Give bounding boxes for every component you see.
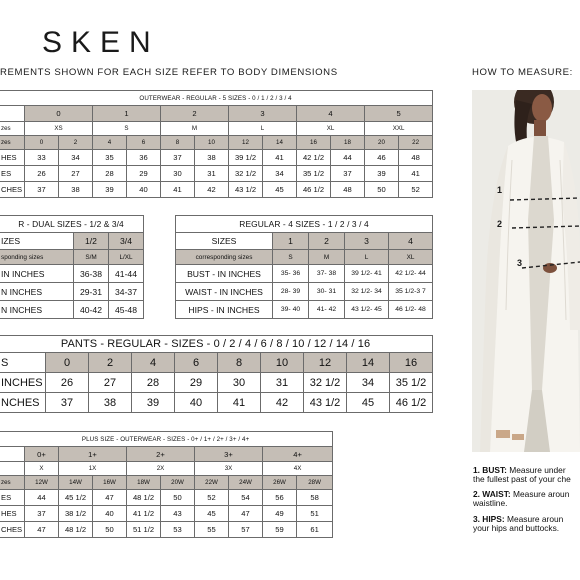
table-cell: 47 <box>229 506 263 522</box>
table-cell: 46 <box>365 150 399 166</box>
numeric-size: 4 <box>93 136 127 150</box>
table-cell: 38 <box>59 182 93 198</box>
row-label: zes <box>0 122 25 136</box>
table-cell: 39 <box>365 166 399 182</box>
numeric-size: 10 <box>195 136 229 150</box>
regular-4-sizes-table <box>175 215 433 319</box>
table-cell: 30 <box>218 373 261 393</box>
how-to-measure-title: HOW TO MEASURE: <box>472 67 573 78</box>
table-cell: 29 <box>127 166 161 182</box>
numeric-size: 8 <box>161 136 195 150</box>
numeric-size: 24W <box>229 476 263 490</box>
table-cell: 34 <box>59 150 93 166</box>
table-cell: 34 <box>347 373 390 393</box>
table-cell: 43 1/2 <box>304 393 347 413</box>
table-title: REGULAR - 4 SIZES - 1 / 2 / 3 / 4 <box>176 216 433 233</box>
row-label: HIPS - IN INCHES <box>176 301 273 319</box>
table-cell: 38 <box>195 150 229 166</box>
table-cell: 28- 39 <box>273 283 309 301</box>
table-cell: 39 <box>93 182 127 198</box>
table-cell: 39 1/2 <box>229 150 263 166</box>
numeric-size: 28W <box>297 476 333 490</box>
table-cell: 44 <box>331 150 365 166</box>
table-cell: 54 <box>229 490 263 506</box>
table-cell: 40 <box>175 393 218 413</box>
table-cell: 35 1/2 <box>297 166 331 182</box>
table-cell: 37 <box>331 166 365 182</box>
table-cell: 53 <box>161 522 195 538</box>
bust-instruction <box>473 466 571 485</box>
brand-logo: SKEN <box>42 26 160 59</box>
table-cell: 48 <box>331 182 365 198</box>
size-header: 4 <box>389 233 433 250</box>
table-cell: 38 <box>89 393 132 413</box>
table-title: PLUS SIZE - OUTERWEAR - SIZES - 0+ / 1+ / 2+ / 3+ / 4+ <box>0 432 333 447</box>
table-cell: 61 <box>297 522 333 538</box>
table-cell: 32 1/2 <box>304 373 347 393</box>
table-cell: 41 <box>263 150 297 166</box>
numeric-size: 6 <box>127 136 161 150</box>
table-cell: 31 <box>195 166 229 182</box>
table-cell: 30- 31 <box>309 283 345 301</box>
size-header: 0+ <box>25 447 59 462</box>
numeric-size: 16 <box>297 136 331 150</box>
numeric-size: 2 <box>59 136 93 150</box>
numeric-size: 16W <box>93 476 127 490</box>
table-cell: 34 <box>263 166 297 182</box>
model-photo <box>472 90 580 452</box>
row-label: NCHES <box>0 393 46 413</box>
size-header: 5 <box>365 106 433 122</box>
waist-text-2: waistline. <box>473 498 508 509</box>
numeric-size: 20 <box>365 136 399 150</box>
table-cell: 50 <box>161 490 195 506</box>
numeric-size: 12 <box>229 136 263 150</box>
size-header: 1+ <box>59 447 127 462</box>
row-label: HES <box>0 150 25 166</box>
row-label: zes <box>0 136 25 150</box>
size-header: 1 <box>93 106 161 122</box>
table-cell: 35 1/2 <box>390 373 433 393</box>
size-header: 14 <box>347 353 390 373</box>
table-cell: 31 <box>261 373 304 393</box>
table-cell: 43 <box>161 506 195 522</box>
corresponding-size: L <box>345 250 389 265</box>
table-cell: 47 <box>93 490 127 506</box>
size-header: 3/4 <box>109 233 144 250</box>
table-cell: 41- 42 <box>309 301 345 319</box>
table-cell: 48 1/2 <box>59 522 93 538</box>
waist-label: 2. WAIST: <box>473 489 511 499</box>
corresponding-size: S/M <box>74 250 109 265</box>
table-cell: 45 <box>347 393 390 413</box>
corresponding-size: XL <box>297 122 365 136</box>
size-header: 1 <box>273 233 309 250</box>
row-label: sponding sizes <box>0 250 74 265</box>
row-label: N INCHES <box>0 283 74 301</box>
hips-marker: 3 <box>517 258 523 268</box>
table-cell: 50 <box>93 522 127 538</box>
table-cell: 52 <box>399 182 433 198</box>
table-cell: 47 <box>25 522 59 538</box>
table-cell: 40-42 <box>74 301 109 319</box>
dual-sizes-table <box>0 215 144 319</box>
table-cell: 45-48 <box>109 301 144 319</box>
bust-marker: 1 <box>497 185 503 195</box>
table-cell: 37 <box>46 393 89 413</box>
table-title: OUTERWEAR - REGULAR - 5 SIZES - 0 / 1 / 2 / 3 / 4 <box>0 91 433 106</box>
table-cell: 41 <box>161 182 195 198</box>
row-label: ES <box>0 166 25 182</box>
row-label: CHES <box>0 182 25 198</box>
corresponding-size: L/XL <box>109 250 144 265</box>
row-label: CHES <box>0 522 25 538</box>
corresponding-size: L <box>229 122 297 136</box>
table-cell: 32 1/2- 34 <box>345 283 389 301</box>
table-cell: 46 1/2 <box>297 182 331 198</box>
size-header: 10 <box>261 353 304 373</box>
table-cell: 28 <box>93 166 127 182</box>
table-cell: 26 <box>46 373 89 393</box>
hips-instruction <box>473 515 563 534</box>
corresponding-size: 2X <box>127 462 195 476</box>
table-cell: 41 <box>399 166 433 182</box>
row-label: INCHES <box>0 373 46 393</box>
table-cell: 26 <box>25 166 59 182</box>
table-cell: 45 <box>195 506 229 522</box>
table-cell: 44 <box>25 490 59 506</box>
numeric-size: 26W <box>263 476 297 490</box>
table-cell: 42 1/2- 44 <box>389 265 433 283</box>
corresponding-size: XL <box>389 250 433 265</box>
table-cell: 55 <box>195 522 229 538</box>
size-header: 2+ <box>127 447 195 462</box>
corresponding-size: X <box>25 462 59 476</box>
table-cell: 49 <box>263 506 297 522</box>
table-cell: 27 <box>89 373 132 393</box>
numeric-size: 22 <box>399 136 433 150</box>
table-cell: 40 <box>93 506 127 522</box>
row-label: HES <box>0 506 25 522</box>
table-cell: 36-38 <box>74 265 109 283</box>
table-cell: 43 1/2 <box>229 182 263 198</box>
table-cell: 37- 38 <box>309 265 345 283</box>
row-label: WAIST - IN INCHES <box>176 283 273 301</box>
table-cell: 45 <box>263 182 297 198</box>
table-cell: 58 <box>297 490 333 506</box>
pants-table <box>0 335 433 413</box>
table-cell: 37 <box>25 182 59 198</box>
table-cell: 41 1/2 <box>127 506 161 522</box>
table-cell: 48 <box>399 150 433 166</box>
table-cell: 33 <box>25 150 59 166</box>
corresponding-size: 4X <box>263 462 333 476</box>
row-label: SIZES <box>176 233 273 250</box>
table-cell: 51 <box>297 506 333 522</box>
table-cell: 57 <box>229 522 263 538</box>
table-cell: 39- 40 <box>273 301 309 319</box>
table-cell: 36 <box>127 150 161 166</box>
size-header: 4+ <box>263 447 333 462</box>
size-header: 6 <box>175 353 218 373</box>
size-header: 0 <box>46 353 89 373</box>
size-header: 4 <box>297 106 365 122</box>
table-cell: 52 <box>195 490 229 506</box>
size-header: 2 <box>89 353 132 373</box>
size-header: 0 <box>25 106 93 122</box>
hips-text-2: your hips and buttocks. <box>473 523 560 534</box>
table-cell: 51 1/2 <box>127 522 161 538</box>
bust-text-2: the fullest past of your che <box>473 474 571 485</box>
table-cell: 50 <box>365 182 399 198</box>
corresponding-size: M <box>161 122 229 136</box>
table-cell: 37 <box>25 506 59 522</box>
table-cell: 45 1/2 <box>59 490 93 506</box>
row-label: zes <box>0 476 25 490</box>
size-chart-subheading: REMENTS SHOWN FOR EACH SIZE REFER TO BODY DIMENSIONS <box>0 67 338 78</box>
size-header: 3 <box>345 233 389 250</box>
corresponding-size: 1X <box>59 462 127 476</box>
size-header: 3 <box>229 106 297 122</box>
table-cell: 41 <box>218 393 261 413</box>
numeric-size: 12W <box>25 476 59 490</box>
table-cell: 34-37 <box>109 283 144 301</box>
table-cell: 46 1/2- 48 <box>389 301 433 319</box>
row-label: BUST - IN INCHES <box>176 265 273 283</box>
row-label: corresponding sizes <box>176 250 273 265</box>
numeric-size: 18 <box>331 136 365 150</box>
table-cell: 35 1/2-3 7 <box>389 283 433 301</box>
table-cell: 27 <box>59 166 93 182</box>
corresponding-size: XS <box>25 122 93 136</box>
table-cell: 43 1/2- 45 <box>345 301 389 319</box>
table-cell: 42 <box>195 182 229 198</box>
size-header: 2 <box>309 233 345 250</box>
table-cell: 42 1/2 <box>297 150 331 166</box>
waist-text: Measure aroun <box>510 489 570 499</box>
outerwear-regular-table <box>0 90 433 198</box>
table-cell: 29 <box>175 373 218 393</box>
table-cell: 29-31 <box>74 283 109 301</box>
row-label: N INCHES <box>0 301 74 319</box>
table-cell: 38 1/2 <box>59 506 93 522</box>
corresponding-size: 3X <box>195 462 263 476</box>
waist-instruction <box>473 490 569 509</box>
bust-text: Measure under <box>506 465 566 475</box>
table-cell: 48 1/2 <box>127 490 161 506</box>
table-cell: 39 <box>132 393 175 413</box>
numeric-size: 22W <box>195 476 229 490</box>
corresponding-size: M <box>309 250 345 265</box>
row-label: IN INCHES <box>0 265 74 283</box>
size-header: 2 <box>161 106 229 122</box>
table-cell: 46 1/2 <box>390 393 433 413</box>
size-header: 12 <box>304 353 347 373</box>
size-header: 3+ <box>195 447 263 462</box>
numeric-size: 14W <box>59 476 93 490</box>
corresponding-size: S <box>273 250 309 265</box>
table-cell: 32 1/2 <box>229 166 263 182</box>
row-label: S <box>0 353 46 373</box>
corresponding-size: S <box>93 122 161 136</box>
numeric-size: 20W <box>161 476 195 490</box>
table-cell: 35 <box>93 150 127 166</box>
row-label: IZES <box>0 233 74 250</box>
table-cell: 30 <box>161 166 195 182</box>
table-cell: 35- 36 <box>273 265 309 283</box>
table-cell: 37 <box>161 150 195 166</box>
table-title: R - DUAL SIZES - 1/2 & 3/4 <box>0 216 144 233</box>
numeric-size: 0 <box>25 136 59 150</box>
table-cell: 40 <box>127 182 161 198</box>
numeric-size: 14 <box>263 136 297 150</box>
table-cell: 42 <box>261 393 304 413</box>
table-cell: 59 <box>263 522 297 538</box>
row-label: ES <box>0 490 25 506</box>
hips-text: Measure aroun <box>504 514 564 524</box>
table-title: PANTS - REGULAR - SIZES - 0 / 2 / 4 / 6 / 8 / 10 / 12 / 14 / 16 <box>0 336 433 353</box>
numeric-size: 18W <box>127 476 161 490</box>
size-header: 16 <box>390 353 433 373</box>
bust-label: 1. BUST: <box>473 465 507 475</box>
table-cell: 56 <box>263 490 297 506</box>
hips-label: 3. HIPS: <box>473 514 505 524</box>
size-header: 4 <box>132 353 175 373</box>
table-cell: 39 1/2- 41 <box>345 265 389 283</box>
table-cell: 28 <box>132 373 175 393</box>
plus-size-table <box>0 431 333 538</box>
table-cell: 41-44 <box>109 265 144 283</box>
model-illustration <box>472 90 580 452</box>
size-header: 1/2 <box>74 233 109 250</box>
size-header: 8 <box>218 353 261 373</box>
waist-marker: 2 <box>497 219 503 229</box>
corresponding-size: XXL <box>365 122 433 136</box>
